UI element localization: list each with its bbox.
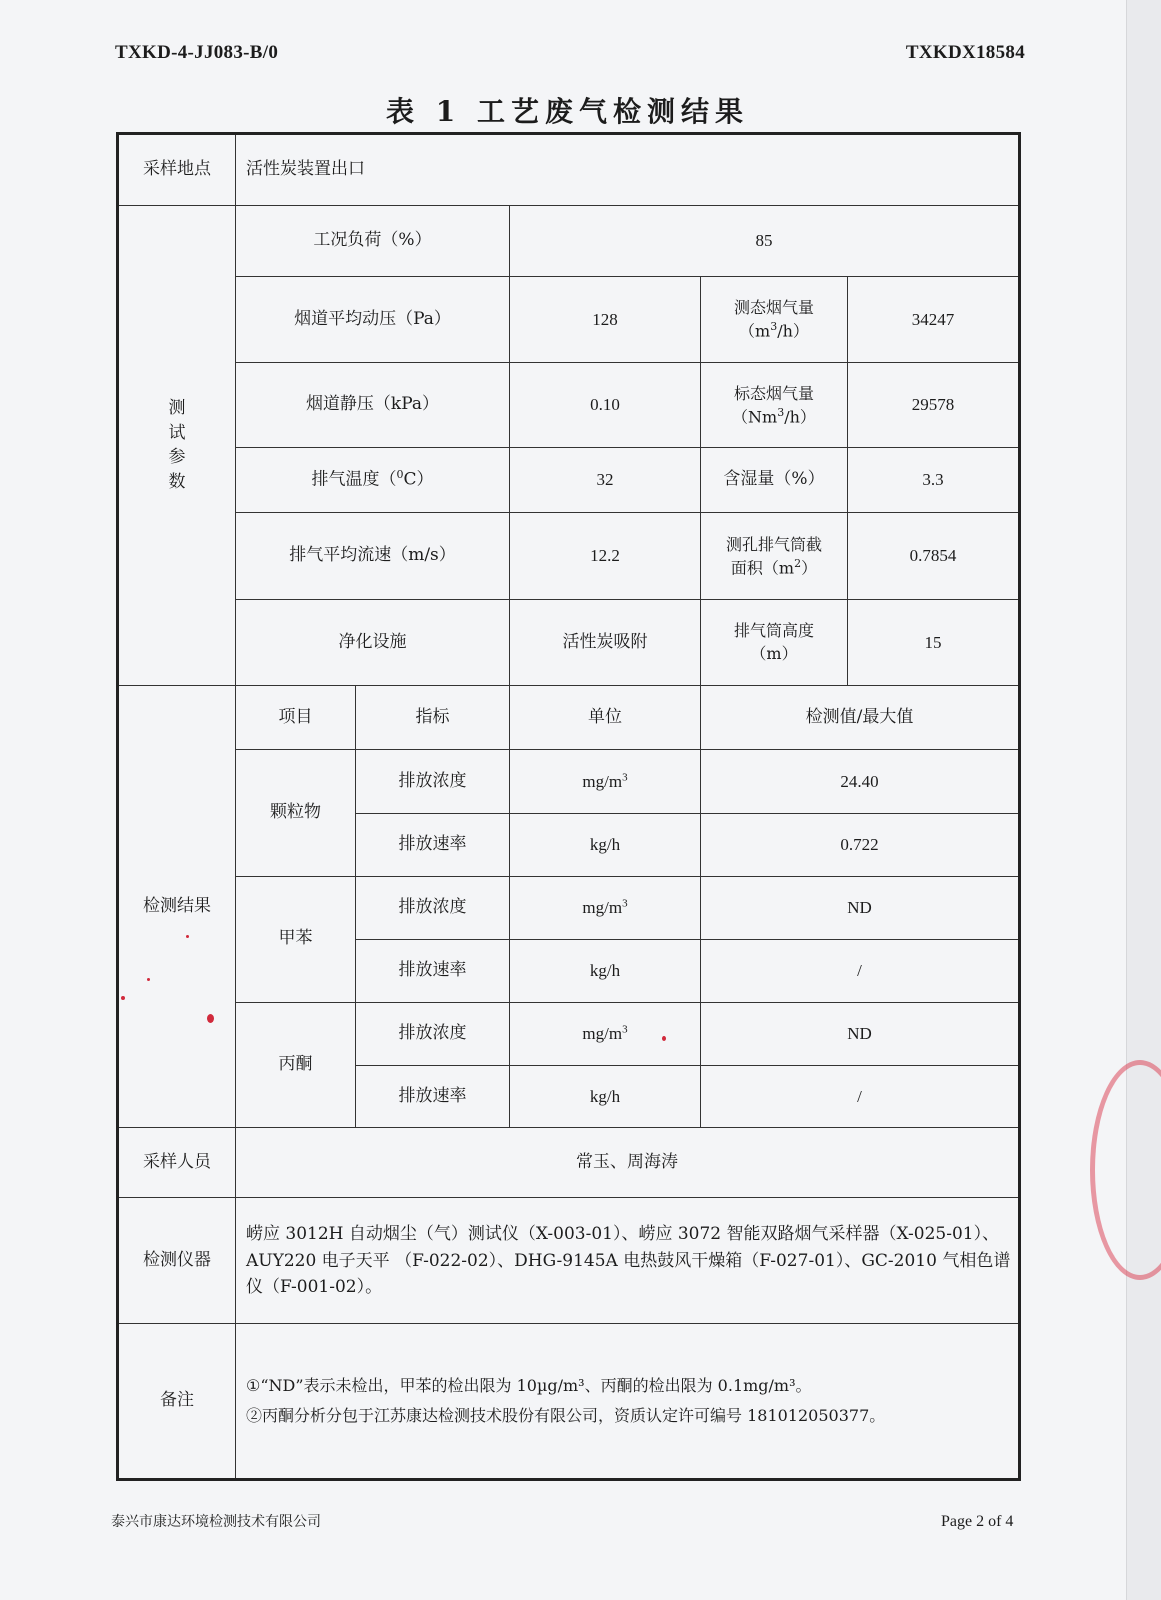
result-row <box>118 750 1020 814</box>
param-value: 32 <box>510 447 701 513</box>
param-value: 128 <box>510 277 701 363</box>
param-label: 排气平均流速（m/s） <box>236 513 510 600</box>
table-title: 表 1 工艺废气检测结果 <box>386 95 749 128</box>
param-value-2: 0.7854 <box>848 513 1020 600</box>
page-number: Page 2 of 4 <box>941 1513 1014 1530</box>
header-item: 项目 <box>236 685 356 750</box>
measured-value: 24.40 <box>701 750 1020 814</box>
param-label: 排气温度（$^0$C） <box>236 447 510 513</box>
param-value-2: 15 <box>848 600 1020 686</box>
test-params-label: 测 试 参 数 <box>118 205 236 685</box>
remark-line-1: ①“ND”表示未检出，甲苯的检出限为 10µg/m³、丙酮的检出限为 0.1mg/m³。 <box>246 1375 812 1395</box>
param-label: 工况负荷（%） <box>236 205 510 277</box>
remark-line-2: ②丙酮分析分包于江苏康达检测技术股份有限公司，资质认定许可编号 181012050377。 <box>246 1406 886 1426</box>
result-row <box>118 876 1020 940</box>
document-code: TXKD-4-JJ083-B/0 <box>115 42 279 63</box>
unit: $mg/m^3$ <box>510 876 701 940</box>
ink-spot <box>147 978 150 981</box>
results-table <box>116 132 1021 1481</box>
param-label-2: 测态烟气量 $(m^3/h)$ <box>701 277 848 363</box>
seal-stamp <box>1090 1060 1161 1280</box>
remarks-label: 备注 <box>118 1324 236 1480</box>
param-label: 净化设施 <box>236 600 510 686</box>
param-value-2: 29578 <box>848 363 1020 448</box>
indicator: 排放速率 <box>356 813 510 876</box>
param-label-2: 排气筒高度 （m） <box>701 600 848 686</box>
result-row <box>118 1002 1020 1066</box>
sampling-site-label: 采样地点 <box>118 134 236 206</box>
footer-company: 泰兴市康达环境检测技术有限公司 <box>111 1514 321 1530</box>
pollutant-name: 颗粒物 <box>236 750 356 876</box>
measured-value: / <box>701 1066 1020 1128</box>
param-value: 12.2 <box>510 513 701 600</box>
param-label: 烟道静压（kPa） <box>236 363 510 448</box>
page-edge <box>1126 0 1161 1600</box>
unit: kg/h <box>510 813 701 876</box>
param-row <box>118 277 1020 363</box>
ink-spot <box>207 1014 214 1023</box>
header-value: 检测值/最大值 <box>701 685 1020 750</box>
instruments-row <box>118 1198 1020 1324</box>
sampling-site-row <box>118 134 1020 206</box>
measured-value: 0.722 <box>701 813 1020 876</box>
ink-spot <box>662 1036 666 1041</box>
param-row-load <box>118 205 1020 277</box>
param-row <box>118 513 1020 600</box>
unit: kg/h <box>510 940 701 1003</box>
unit: $mg/m^3$ <box>510 1002 701 1066</box>
ink-spot <box>121 996 125 1000</box>
report-number: TXKDX18584 <box>905 42 1025 63</box>
measured-value: ND <box>701 876 1020 940</box>
results-label: 检测结果 <box>118 685 236 1127</box>
measured-value: / <box>701 940 1020 1003</box>
param-value: 活性炭吸附 <box>510 600 701 686</box>
indicator: 排放浓度 <box>356 1002 510 1066</box>
ink-spot <box>186 935 189 938</box>
remarks-row <box>118 1324 1020 1480</box>
indicator: 排放浓度 <box>356 876 510 940</box>
pollutant-name: 丙酮 <box>236 1002 356 1127</box>
param-value-2: 3.3 <box>848 447 1020 513</box>
sampling-staff-value: 常玉、周海涛 <box>236 1127 1020 1198</box>
instruments-value: 崂应 3012H 自动烟尘（气）测试仪（X-003-01）、崂应 3072 智能双路烟气采样器（X-025-01）、AUY220 电子天平 （F-022-02）、DHG-9145A 电热鼓风干燥箱（F-027-01）、GC-2010 气相色谱仪（F-001-02）。 <box>236 1198 1020 1324</box>
indicator: 排放浓度 <box>356 750 510 814</box>
param-row <box>118 447 1020 513</box>
unit: kg/h <box>510 1066 701 1128</box>
unit: $mg/m^3$ <box>510 750 701 814</box>
param-label: 烟道平均动压（Pa） <box>236 277 510 363</box>
sampling-staff-row <box>118 1127 1020 1198</box>
param-label-2: 测孔排气筒截 面积$(m^2)$ <box>701 513 848 600</box>
param-label-2: 含湿量（%） <box>701 447 848 513</box>
param-row <box>118 363 1020 448</box>
param-value: 85 <box>510 205 1020 277</box>
pollutant-name: 甲苯 <box>236 876 356 1002</box>
indicator: 排放速率 <box>356 940 510 1003</box>
measured-value: ND <box>701 1002 1020 1066</box>
sampling-staff-label: 采样人员 <box>118 1127 236 1198</box>
header-indicator: 指标 <box>356 685 510 750</box>
param-label-2: 标态烟气量 （Nm$^3$/h） <box>701 363 848 448</box>
indicator: 排放速率 <box>356 1066 510 1128</box>
remarks-value <box>236 1324 1020 1480</box>
header-unit: 单位 <box>510 685 701 750</box>
instruments-label: 检测仪器 <box>118 1198 236 1324</box>
sampling-site-value: 活性炭装置出口 <box>236 134 1020 206</box>
param-value: 0.10 <box>510 363 701 448</box>
param-value-2: 34247 <box>848 277 1020 363</box>
param-row <box>118 600 1020 686</box>
results-header-row <box>118 685 1020 750</box>
